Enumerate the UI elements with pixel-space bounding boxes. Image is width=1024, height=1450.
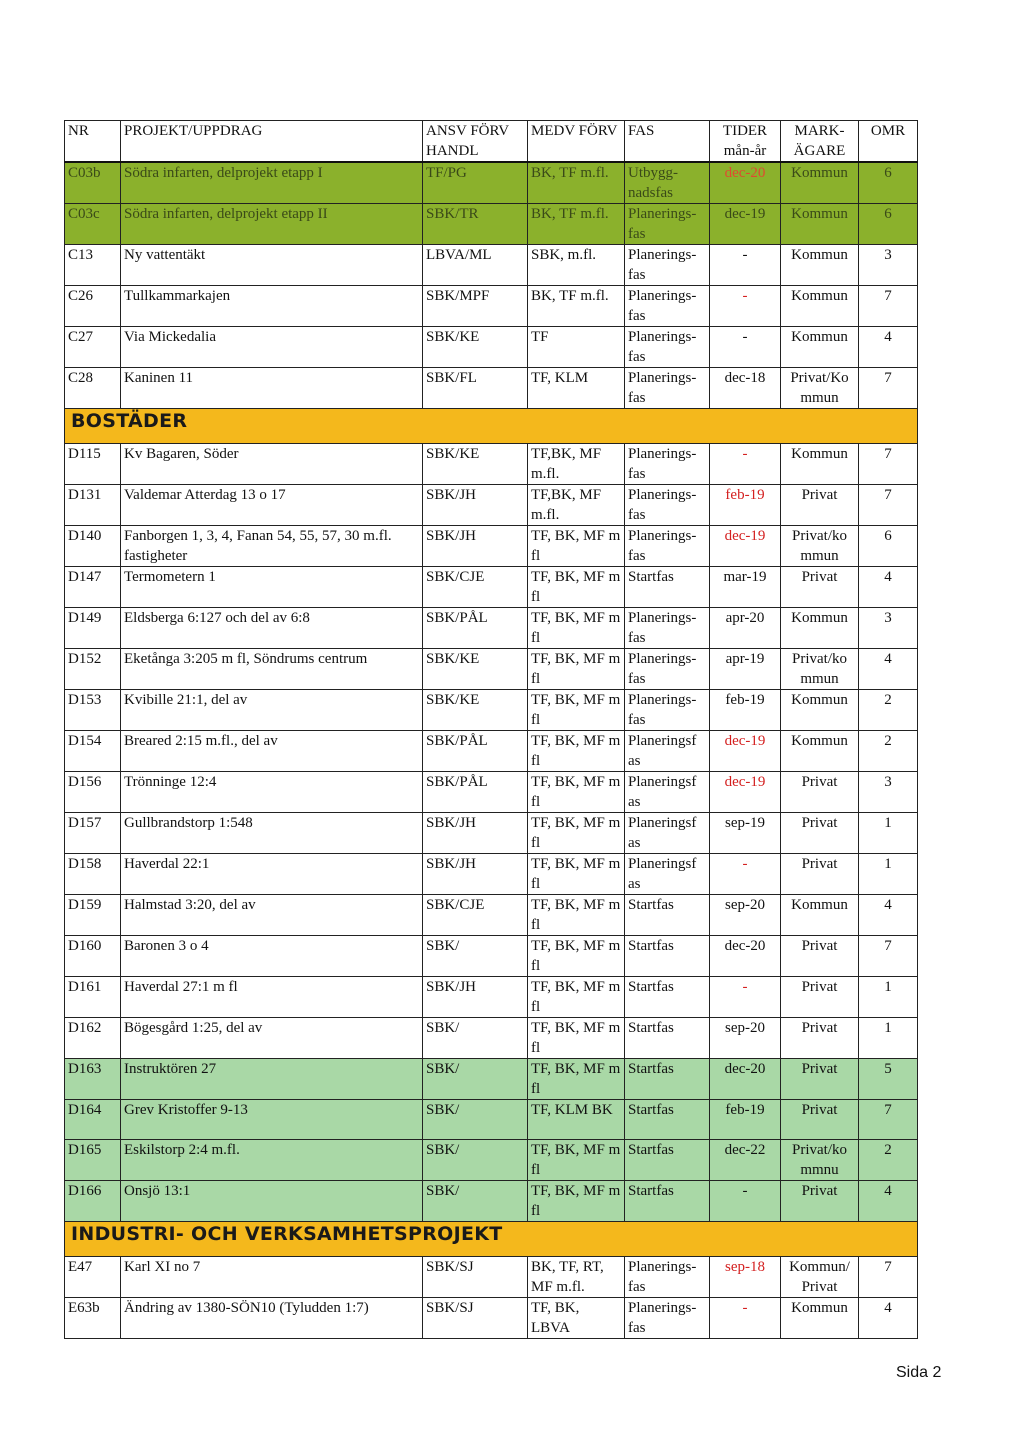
cell-tider: dec-19: [710, 772, 781, 813]
cell-projekt: Haverdal 22:1: [121, 854, 423, 895]
cell-fas: Planerings-fas: [625, 444, 710, 485]
cell-medverkande: TF, BK, MF m fl: [528, 1181, 625, 1222]
cell-tider: -: [710, 1181, 781, 1222]
cell-tider: -: [710, 327, 781, 368]
header-fas: FAS: [625, 121, 710, 163]
table-row: [65, 854, 918, 895]
cell-ansvarig: SBK/PÅL: [423, 608, 528, 649]
cell-projekt: Eldsberga 6:127 och del av 6:8: [121, 608, 423, 649]
cell-medverkande: TF, KLM: [528, 368, 625, 409]
cell-fas: Planeringsf as: [625, 772, 710, 813]
cell-fas: Startfas: [625, 895, 710, 936]
table-row: [65, 485, 918, 526]
cell-markagare: Kommun: [781, 1298, 859, 1339]
cell-medverkande: TF, BK, MF m fl: [528, 895, 625, 936]
cell-nr: E63b: [65, 1298, 121, 1339]
cell-medverkande: BK, TF m.fl.: [528, 162, 625, 204]
table-row: [65, 772, 918, 813]
table-row: [65, 1298, 918, 1339]
header-nr: NR: [65, 121, 121, 163]
cell-nr: D157: [65, 813, 121, 854]
header-medverkande: MEDV FÖRV: [528, 121, 625, 163]
cell-projekt: Baronen 3 o 4: [121, 936, 423, 977]
cell-projekt: Haverdal 27:1 m fl: [121, 977, 423, 1018]
cell-projekt: Termometern 1: [121, 567, 423, 608]
cell-omrade: 6: [859, 162, 918, 204]
cell-projekt: Eskilstorp 2:4 m.fl.: [121, 1140, 423, 1181]
cell-nr: D165: [65, 1140, 121, 1181]
cell-omrade: 7: [859, 286, 918, 327]
cell-omrade: 1: [859, 813, 918, 854]
cell-nr: E47: [65, 1257, 121, 1298]
cell-medverkande: TF, BK, MF m fl: [528, 731, 625, 772]
table-row: [65, 567, 918, 608]
cell-omrade: 7: [859, 936, 918, 977]
cell-ansvarig: SBK/PÅL: [423, 772, 528, 813]
cell-nr: D152: [65, 649, 121, 690]
cell-markagare: Privat/ko mmnu: [781, 1140, 859, 1181]
cell-markagare: Privat: [781, 567, 859, 608]
table-row: [65, 895, 918, 936]
cell-medverkande: BK, TF m.fl.: [528, 286, 625, 327]
cell-medverkande: TF, BK, LBVA: [528, 1298, 625, 1339]
cell-tider: dec-20: [710, 936, 781, 977]
cell-medverkande: TF, BK, MF m fl: [528, 772, 625, 813]
cell-fas: Startfas: [625, 977, 710, 1018]
cell-nr: C03c: [65, 204, 121, 245]
cell-projekt: Valdemar Atterdag 13 o 17: [121, 485, 423, 526]
cell-projekt: Ny vattentäkt: [121, 245, 423, 286]
cell-projekt: Onsjö 13:1: [121, 1181, 423, 1222]
cell-ansvarig: TF/PG: [423, 162, 528, 204]
cell-tider: dec-20: [710, 162, 781, 204]
cell-ansvarig: SBK/: [423, 1100, 528, 1140]
cell-tider: -: [710, 1298, 781, 1339]
table-row: [65, 731, 918, 772]
cell-ansvarig: SBK/TR: [423, 204, 528, 245]
cell-ansvarig: SBK/: [423, 1140, 528, 1181]
cell-nr: D163: [65, 1059, 121, 1100]
cell-tider: dec-19: [710, 731, 781, 772]
cell-nr: D115: [65, 444, 121, 485]
cell-markagare: Privat: [781, 1059, 859, 1100]
cell-tider: dec-19: [710, 204, 781, 245]
cell-markagare: Kommun: [781, 327, 859, 368]
cell-markagare: Privat: [781, 977, 859, 1018]
cell-markagare: Privat: [781, 485, 859, 526]
cell-ansvarig: LBVA/ML: [423, 245, 528, 286]
cell-fas: Planerings-fas: [625, 327, 710, 368]
header-omrade: OMR: [859, 121, 918, 163]
cell-fas: Startfas: [625, 1100, 710, 1140]
cell-omrade: 1: [859, 977, 918, 1018]
cell-fas: Planeringsf as: [625, 854, 710, 895]
cell-medverkande: TF, BK, MF m fl: [528, 854, 625, 895]
cell-ansvarig: SBK/PÅL: [423, 731, 528, 772]
cell-nr: D164: [65, 1100, 121, 1140]
cell-fas: Planerings-fas: [625, 485, 710, 526]
cell-omrade: 4: [859, 327, 918, 368]
cell-projekt: Gullbrandstorp 1:548: [121, 813, 423, 854]
cell-ansvarig: SBK/SJ: [423, 1257, 528, 1298]
cell-omrade: 2: [859, 1140, 918, 1181]
cell-tider: sep-18: [710, 1257, 781, 1298]
cell-markagare: Privat: [781, 1100, 859, 1140]
cell-projekt: Eketånga 3:205 m fl, Söndrums centrum: [121, 649, 423, 690]
cell-markagare: Kommun: [781, 286, 859, 327]
table-row: [65, 690, 918, 731]
cell-projekt: Instruktören 27: [121, 1059, 423, 1100]
table-row: [65, 977, 918, 1018]
cell-markagare: Kommun: [781, 245, 859, 286]
cell-omrade: 2: [859, 690, 918, 731]
header-markagare: MARK-ÄGARE: [781, 121, 859, 163]
cell-omrade: 3: [859, 245, 918, 286]
table-row: [65, 327, 918, 368]
cell-omrade: 4: [859, 1298, 918, 1339]
cell-nr: D154: [65, 731, 121, 772]
cell-medverkande: TF, BK, MF m fl: [528, 1140, 625, 1181]
cell-omrade: 7: [859, 368, 918, 409]
cell-medverkande: TF: [528, 327, 625, 368]
cell-markagare: Privat/ko mmun: [781, 649, 859, 690]
cell-tider: dec-22: [710, 1140, 781, 1181]
cell-nr: D161: [65, 977, 121, 1018]
page-number: Sida 2: [896, 1364, 942, 1381]
table-row: [65, 1257, 918, 1298]
cell-projekt: Via Mickedalia: [121, 327, 423, 368]
cell-markagare: Kommun: [781, 162, 859, 204]
cell-omrade: 4: [859, 567, 918, 608]
section-title: INDUSTRI- OCH VERKSAMHETSPROJEKT: [71, 1223, 503, 1245]
cell-markagare: Privat: [781, 772, 859, 813]
table-header-row: [65, 121, 918, 163]
cell-tider: apr-19: [710, 649, 781, 690]
cell-medverkande: BK, TF m.fl.: [528, 204, 625, 245]
cell-omrade: 7: [859, 1257, 918, 1298]
cell-projekt: Ändring av 1380-SÖN10 (Tyludden 1:7): [121, 1298, 423, 1339]
cell-ansvarig: SBK/: [423, 1018, 528, 1059]
cell-fas: Planerings-fas: [625, 204, 710, 245]
cell-tider: sep-19: [710, 813, 781, 854]
cell-ansvarig: SBK/: [423, 1059, 528, 1100]
cell-markagare: Kommun: [781, 444, 859, 485]
cell-projekt: Breared 2:15 m.fl., del av: [121, 731, 423, 772]
cell-omrade: 2: [859, 731, 918, 772]
cell-fas: Planerings-fas: [625, 368, 710, 409]
cell-projekt: Kvibille 21:1, del av: [121, 690, 423, 731]
cell-fas: Planerings-fas: [625, 286, 710, 327]
cell-tider: mar-19: [710, 567, 781, 608]
cell-tider: -: [710, 977, 781, 1018]
cell-fas: Planerings-fas: [625, 526, 710, 567]
cell-omrade: 6: [859, 526, 918, 567]
cell-fas: Startfas: [625, 936, 710, 977]
header-ansvarig: ANSV FÖRV HANDL: [423, 121, 528, 163]
cell-medverkande: BK, TF, RT, MF m.fl.: [528, 1257, 625, 1298]
table-row: [65, 1140, 918, 1181]
cell-ansvarig: SBK/JH: [423, 813, 528, 854]
cell-ansvarig: SBK/: [423, 936, 528, 977]
cell-markagare: Privat: [781, 936, 859, 977]
table-body: [65, 162, 918, 1339]
cell-ansvarig: SBK/CJE: [423, 895, 528, 936]
section-title: BOSTÄDER: [71, 410, 188, 432]
table-row: [65, 245, 918, 286]
cell-omrade: 7: [859, 485, 918, 526]
cell-omrade: 4: [859, 895, 918, 936]
cell-medverkande: TF, BK, MF m fl: [528, 567, 625, 608]
cell-projekt: Grev Kristoffer 9-13: [121, 1100, 423, 1140]
cell-omrade: 1: [859, 854, 918, 895]
cell-medverkande: TF, BK, MF m fl: [528, 813, 625, 854]
cell-nr: D162: [65, 1018, 121, 1059]
table-row: [65, 162, 918, 204]
cell-nr: D149: [65, 608, 121, 649]
cell-ansvarig: SBK/CJE: [423, 567, 528, 608]
cell-tider: feb-19: [710, 485, 781, 526]
table-row: [65, 286, 918, 327]
cell-ansvarig: SBK/KE: [423, 649, 528, 690]
table-row: [65, 444, 918, 485]
cell-fas: Startfas: [625, 1018, 710, 1059]
table-row: [65, 368, 918, 409]
cell-projekt: Trönninge 12:4: [121, 772, 423, 813]
cell-medverkande: TF,BK, MF m.fl.: [528, 444, 625, 485]
header-projekt: PROJEKT/UPPDRAG: [121, 121, 423, 163]
cell-nr: C13: [65, 245, 121, 286]
cell-markagare: Privat: [781, 854, 859, 895]
table-row: [65, 936, 918, 977]
cell-tider: -: [710, 854, 781, 895]
cell-tider: -: [710, 245, 781, 286]
cell-tider: feb-19: [710, 690, 781, 731]
header-tider: TIDER mån-år: [710, 121, 781, 163]
cell-markagare: Kommun/ Privat: [781, 1257, 859, 1298]
cell-medverkande: TF, BK, MF m fl: [528, 1059, 625, 1100]
cell-nr: D158: [65, 854, 121, 895]
cell-medverkande: TF, BK, MF m fl: [528, 649, 625, 690]
cell-fas: Startfas: [625, 1181, 710, 1222]
cell-projekt: Södra infarten, delprojekt etapp II: [121, 204, 423, 245]
cell-omrade: 7: [859, 1100, 918, 1140]
section-header-row: [65, 1222, 918, 1257]
cell-ansvarig: SBK/KE: [423, 327, 528, 368]
cell-ansvarig: SBK/MPF: [423, 286, 528, 327]
cell-markagare: Kommun: [781, 204, 859, 245]
table-row: [65, 649, 918, 690]
cell-omrade: 3: [859, 608, 918, 649]
cell-fas: Planeringsf as: [625, 731, 710, 772]
cell-ansvarig: SBK/: [423, 1181, 528, 1222]
cell-tider: dec-19: [710, 526, 781, 567]
cell-medverkande: TF, BK, MF m fl: [528, 608, 625, 649]
cell-markagare: Privat: [781, 1018, 859, 1059]
cell-medverkande: TF, KLM BK: [528, 1100, 625, 1140]
cell-ansvarig: SBK/JH: [423, 526, 528, 567]
cell-projekt: Fanborgen 1, 3, 4, Fanan 54, 55, 57, 30 m.fl. fastigheter: [121, 526, 423, 567]
cell-nr: D160: [65, 936, 121, 977]
cell-omrade: 1: [859, 1018, 918, 1059]
project-table-sheet: [64, 120, 917, 1339]
cell-markagare: Privat: [781, 1181, 859, 1222]
cell-fas: Planerings-fas: [625, 245, 710, 286]
cell-medverkande: SBK, m.fl.: [528, 245, 625, 286]
cell-nr: C03b: [65, 162, 121, 204]
cell-fas: Utbygg-nadsfas: [625, 162, 710, 204]
cell-nr: C26: [65, 286, 121, 327]
cell-tider: -: [710, 444, 781, 485]
cell-nr: D147: [65, 567, 121, 608]
cell-omrade: 6: [859, 204, 918, 245]
cell-projekt: Halmstad 3:20, del av: [121, 895, 423, 936]
cell-medverkande: TF, BK, MF m fl: [528, 690, 625, 731]
cell-tider: sep-20: [710, 895, 781, 936]
cell-omrade: 7: [859, 444, 918, 485]
cell-tider: apr-20: [710, 608, 781, 649]
cell-omrade: 4: [859, 649, 918, 690]
table-row: [65, 1059, 918, 1100]
cell-omrade: 5: [859, 1059, 918, 1100]
cell-tider: -: [710, 286, 781, 327]
cell-medverkande: TF, BK, MF m fl: [528, 526, 625, 567]
cell-nr: D140: [65, 526, 121, 567]
cell-projekt: Bögesgård 1:25, del av: [121, 1018, 423, 1059]
cell-nr: D153: [65, 690, 121, 731]
table-row: [65, 608, 918, 649]
table-row: [65, 1100, 918, 1140]
cell-projekt: Södra infarten, delprojekt etapp I: [121, 162, 423, 204]
cell-nr: C27: [65, 327, 121, 368]
cell-fas: Planerings-fas: [625, 1298, 710, 1339]
cell-markagare: Kommun: [781, 608, 859, 649]
table-row: [65, 1181, 918, 1222]
cell-nr: D166: [65, 1181, 121, 1222]
table-row: [65, 526, 918, 567]
cell-projekt: Tullkammarkajen: [121, 286, 423, 327]
cell-nr: D131: [65, 485, 121, 526]
cell-fas: Startfas: [625, 1140, 710, 1181]
cell-ansvarig: SBK/JH: [423, 977, 528, 1018]
cell-ansvarig: SBK/SJ: [423, 1298, 528, 1339]
cell-fas: Planerings-fas: [625, 608, 710, 649]
cell-markagare: Kommun: [781, 690, 859, 731]
cell-omrade: 3: [859, 772, 918, 813]
cell-medverkande: TF, BK, MF m fl: [528, 936, 625, 977]
table-row: [65, 813, 918, 854]
cell-markagare: Privat/Ko mmun: [781, 368, 859, 409]
cell-projekt: Karl XI no 7: [121, 1257, 423, 1298]
cell-fas: Planerings-fas: [625, 649, 710, 690]
cell-markagare: Privat: [781, 813, 859, 854]
cell-nr: D159: [65, 895, 121, 936]
cell-omrade: 4: [859, 1181, 918, 1222]
cell-ansvarig: SBK/FL: [423, 368, 528, 409]
cell-markagare: Kommun: [781, 731, 859, 772]
cell-projekt: Kaninen 11: [121, 368, 423, 409]
project-table: [64, 120, 918, 1339]
cell-medverkande: TF,BK, MF m.fl.: [528, 485, 625, 526]
cell-ansvarig: SBK/JH: [423, 485, 528, 526]
section-header-row: [65, 409, 918, 444]
cell-ansvarig: SBK/KE: [423, 444, 528, 485]
cell-fas: Planeringsf as: [625, 813, 710, 854]
cell-medverkande: TF, BK, MF m fl: [528, 977, 625, 1018]
cell-markagare: Kommun: [781, 895, 859, 936]
cell-fas: Startfas: [625, 1059, 710, 1100]
cell-tider: dec-20: [710, 1059, 781, 1100]
cell-ansvarig: SBK/KE: [423, 690, 528, 731]
cell-projekt: Kv Bagaren, Söder: [121, 444, 423, 485]
cell-markagare: Privat/ko mmun: [781, 526, 859, 567]
cell-tider: dec-18: [710, 368, 781, 409]
cell-fas: Planerings-fas: [625, 690, 710, 731]
cell-medverkande: TF, BK, MF m fl: [528, 1018, 625, 1059]
cell-fas: Startfas: [625, 567, 710, 608]
cell-fas: Planerings-fas: [625, 1257, 710, 1298]
table-row: [65, 204, 918, 245]
cell-nr: C28: [65, 368, 121, 409]
cell-tider: feb-19: [710, 1100, 781, 1140]
cell-ansvarig: SBK/JH: [423, 854, 528, 895]
cell-tider: sep-20: [710, 1018, 781, 1059]
table-row: [65, 1018, 918, 1059]
cell-nr: D156: [65, 772, 121, 813]
